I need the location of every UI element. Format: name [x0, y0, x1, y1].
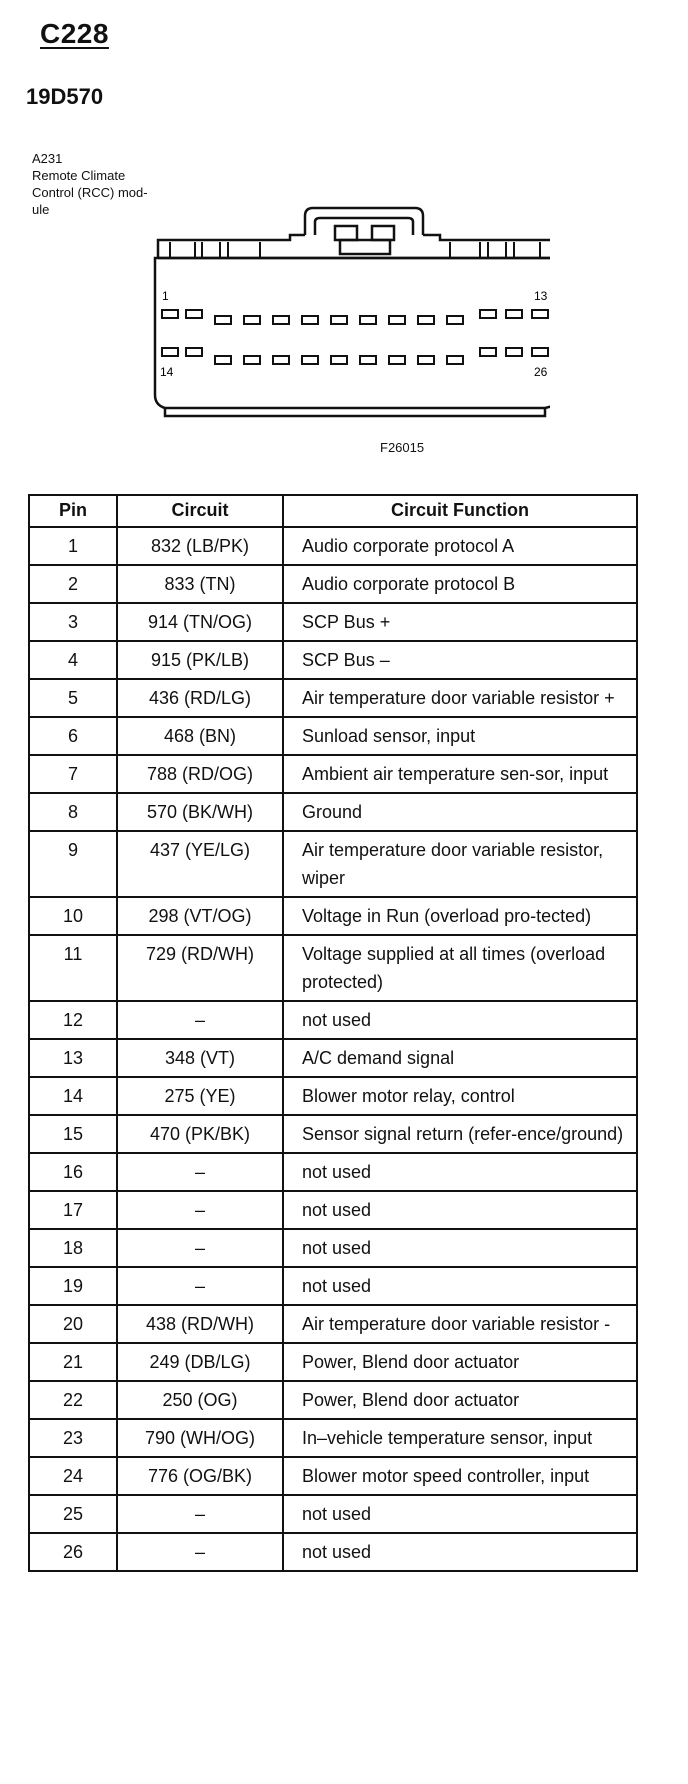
- function-cell: A/C demand signal: [283, 1039, 637, 1077]
- function-cell: Ground: [283, 793, 637, 831]
- function-cell: Audio corporate protocol A: [283, 527, 637, 565]
- pin-cell: 17: [29, 1191, 117, 1229]
- function-cell: Blower motor speed controller, input: [283, 1457, 637, 1495]
- function-cell: Ambient air temperature sen-sor, input: [283, 755, 637, 793]
- function-cell: not used: [283, 1267, 637, 1305]
- function-cell: not used: [283, 1533, 637, 1571]
- module-line: Remote Climate: [32, 168, 126, 183]
- pin-cell: 14: [29, 1077, 117, 1115]
- pin-cell: 24: [29, 1457, 117, 1495]
- pin-cell: 3: [29, 603, 117, 641]
- table-row: [29, 603, 637, 641]
- table-row: [29, 1419, 637, 1457]
- table-row: [29, 831, 637, 897]
- table-row: [29, 1267, 637, 1305]
- pin-cell: 10: [29, 897, 117, 935]
- module-line: A231: [32, 151, 63, 166]
- pin-cell: 15: [29, 1115, 117, 1153]
- table-row: [29, 793, 637, 831]
- circuit-cell: 570 (BK/WH): [117, 793, 283, 831]
- circuit-cell: 468 (BN): [117, 717, 283, 755]
- circuit-cell: 832 (LB/PK): [117, 527, 283, 565]
- table-row: [29, 717, 637, 755]
- pin-cell: 21: [29, 1343, 117, 1381]
- table-row: [29, 1457, 637, 1495]
- pin-cell: 25: [29, 1495, 117, 1533]
- circuit-cell: –: [117, 1191, 283, 1229]
- pin-cell: 6: [29, 717, 117, 755]
- circuit-cell: –: [117, 1153, 283, 1191]
- table-row: [29, 1153, 637, 1191]
- function-cell: Sunload sensor, input: [283, 717, 637, 755]
- header-circuit-function: Circuit Function: [283, 495, 637, 527]
- table-row: [29, 1381, 637, 1419]
- circuit-cell: 729 (RD/WH): [117, 935, 283, 1001]
- circuit-cell: 914 (TN/OG): [117, 603, 283, 641]
- pin-cell: 20: [29, 1305, 117, 1343]
- circuit-cell: 776 (OG/BK): [117, 1457, 283, 1495]
- pin-cell: 23: [29, 1419, 117, 1457]
- table-row: [29, 1305, 637, 1343]
- function-cell: Power, Blend door actuator: [283, 1381, 637, 1419]
- pin-label-26: 26: [534, 365, 548, 379]
- pin-cell: 11: [29, 935, 117, 1001]
- function-cell: Sensor signal return (refer-ence/ground): [283, 1115, 637, 1153]
- function-cell: Voltage in Run (overload pro-tected): [283, 897, 637, 935]
- function-cell: Blower motor relay, control: [283, 1077, 637, 1115]
- table-row: [29, 1343, 637, 1381]
- table-row: [29, 1039, 637, 1077]
- connector-id: C228: [40, 18, 109, 49]
- module-line: Control (RCC) mod-: [32, 185, 148, 200]
- circuit-cell: 249 (DB/LG): [117, 1343, 283, 1381]
- figure-reference: F26015: [380, 440, 425, 455]
- function-cell: not used: [283, 1495, 637, 1533]
- table-row: [29, 1229, 637, 1267]
- pin-cell: 19: [29, 1267, 117, 1305]
- pin-cell: 26: [29, 1533, 117, 1571]
- circuit-cell: –: [117, 1495, 283, 1533]
- pin-label-14: 14: [160, 365, 174, 379]
- function-cell: SCP Bus +: [283, 603, 637, 641]
- function-cell: Air temperature door variable resistor -: [283, 1305, 637, 1343]
- function-cell: Audio corporate protocol B: [283, 565, 637, 603]
- circuit-cell: –: [117, 1229, 283, 1267]
- function-cell: not used: [283, 1001, 637, 1039]
- circuit-cell: 436 (RD/LG): [117, 679, 283, 717]
- circuit-cell: 437 (YE/LG): [117, 831, 283, 897]
- function-cell: SCP Bus –: [283, 641, 637, 679]
- bottom-row-cavities: [162, 348, 548, 364]
- pinout-table: [28, 494, 638, 1572]
- function-cell: Air temperature door variable resistor +: [283, 679, 637, 717]
- pin-cell: 7: [29, 755, 117, 793]
- circuit-cell: 788 (RD/OG): [117, 755, 283, 793]
- table-row: [29, 641, 637, 679]
- table-row: [29, 565, 637, 603]
- pin-cell: 2: [29, 565, 117, 603]
- table-row: [29, 1533, 637, 1571]
- table-row: [29, 1191, 637, 1229]
- pin-cell: 4: [29, 641, 117, 679]
- pin-label-13: 13: [534, 289, 548, 303]
- pin-cell: 5: [29, 679, 117, 717]
- top-row-cavities: [162, 310, 548, 324]
- circuit-cell: –: [117, 1001, 283, 1039]
- table-row: [29, 527, 637, 565]
- table-header-row: [29, 495, 637, 527]
- circuit-cell: 915 (PK/LB): [117, 641, 283, 679]
- circuit-cell: 275 (YE): [117, 1077, 283, 1115]
- circuit-cell: 250 (OG): [117, 1381, 283, 1419]
- table-row: [29, 1001, 637, 1039]
- pin-cell: 9: [29, 831, 117, 897]
- circuit-cell: 348 (VT): [117, 1039, 283, 1077]
- circuit-cell: 298 (VT/OG): [117, 897, 283, 935]
- header-pin: Pin: [29, 495, 117, 527]
- function-cell: In–vehicle temperature sensor, input: [283, 1419, 637, 1457]
- circuit-cell: 470 (PK/BK): [117, 1115, 283, 1153]
- header-circuit: Circuit: [117, 495, 283, 527]
- function-cell: not used: [283, 1229, 637, 1267]
- function-cell: Power, Blend door actuator: [283, 1343, 637, 1381]
- function-cell: Voltage supplied at all times (overload protected): [283, 935, 637, 1001]
- table-row: [29, 1077, 637, 1115]
- circuit-cell: –: [117, 1267, 283, 1305]
- table-row: [29, 679, 637, 717]
- function-cell: Air temperature door variable resistor, wiper: [283, 831, 637, 897]
- table-row: [29, 755, 637, 793]
- circuit-cell: 790 (WH/OG): [117, 1419, 283, 1457]
- circuit-cell: –: [117, 1533, 283, 1571]
- circuit-cell: 438 (RD/WH): [117, 1305, 283, 1343]
- table-row: [29, 897, 637, 935]
- function-cell: not used: [283, 1191, 637, 1229]
- pin-cell: 8: [29, 793, 117, 831]
- connector-face-diagram: [150, 200, 550, 430]
- table-body: [29, 527, 637, 1571]
- table-row: [29, 935, 637, 1001]
- circuit-cell: 833 (TN): [117, 565, 283, 603]
- function-cell: not used: [283, 1153, 637, 1191]
- pin-cell: 12: [29, 1001, 117, 1039]
- module-line: ule: [32, 202, 50, 217]
- pin-cell: 18: [29, 1229, 117, 1267]
- pin-cell: 16: [29, 1153, 117, 1191]
- pin-cell: 1: [29, 527, 117, 565]
- table-row: [29, 1495, 637, 1533]
- part-number: 19D570: [26, 84, 104, 109]
- table-row: [29, 1115, 637, 1153]
- pin-cell: 13: [29, 1039, 117, 1077]
- pin-cell: 22: [29, 1381, 117, 1419]
- pin-label-1: 1: [162, 289, 169, 303]
